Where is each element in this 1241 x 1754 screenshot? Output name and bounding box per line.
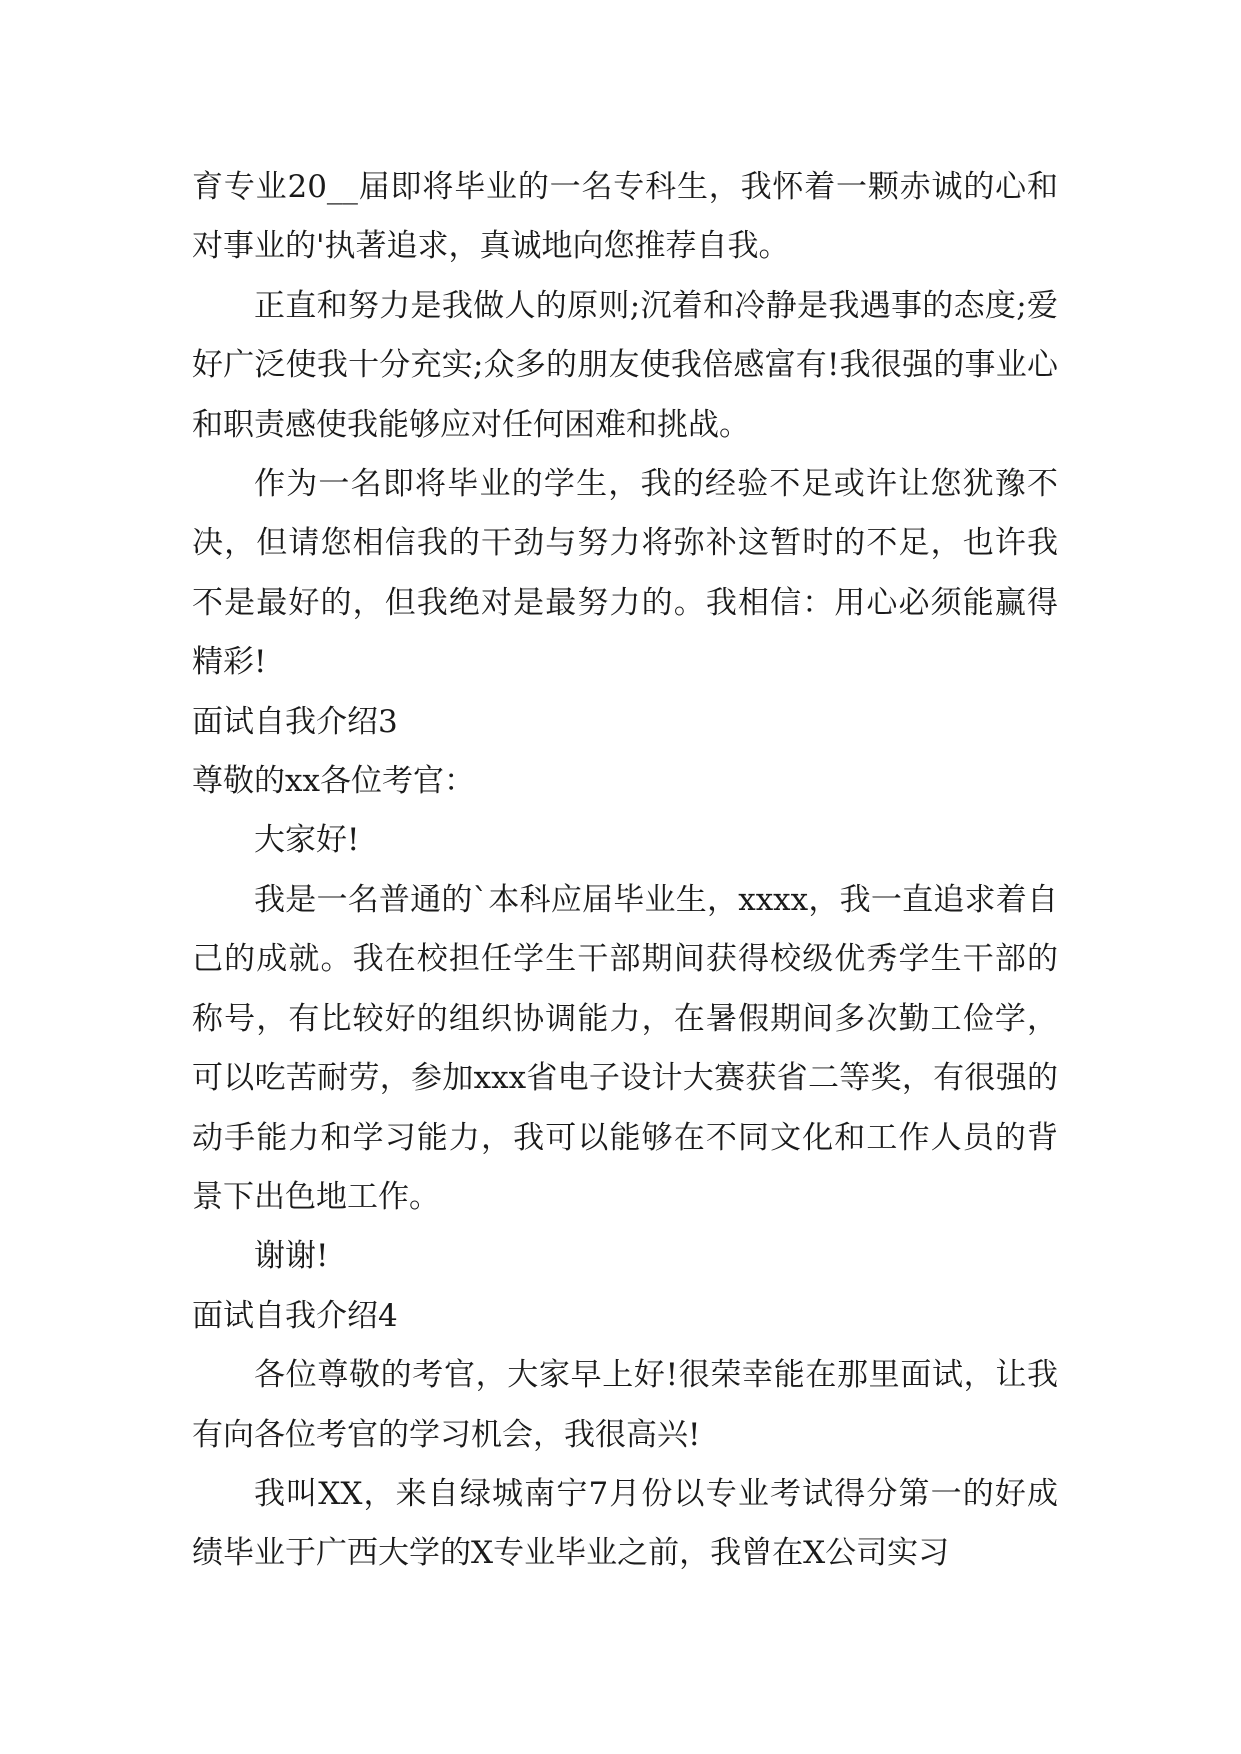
salutation: 尊敬的xx各位考官： (192, 763, 475, 800)
document-body (192, 158, 1058, 1584)
section-heading-4: 面试自我介绍4 (192, 1297, 398, 1334)
paragraph-intro-continuation: 育专业20__届即将毕业的一名专科生，我怀着一颗赤诚的心和对事业的'执著追求，真诚地向您推荐自我。 (192, 169, 1058, 265)
closing-thanks: 谢谢! (254, 1238, 329, 1275)
paragraph-effort: 作为一名即将毕业的学生，我的经验不足或许让您犹豫不决，但请您相信我的干劲与努力将弥补这暂时的不足，也许我不是最好的，但我绝对是最努力的。我相信：用心必须能赢得精彩! (192, 466, 1058, 681)
section-heading-3: 面试自我介绍3 (192, 703, 398, 740)
paragraph-self-intro-4: 我叫XX，来自绿城南宁7月份以专业考试得分第一的好成绩毕业于广西大学的X专业毕业之前，我曾在X公司实习 (192, 1475, 1058, 1572)
paragraph-principles: 正直和努力是我做人的原则;沉着和冷静是我遇事的态度;爱好广泛使我十分充实;众多的朋友使我倍感富有!我很强的事业心和职责感使我能够应对任何困难和挑战。 (192, 287, 1058, 443)
paragraph-greeting-4: 各位尊敬的考官，大家早上好!很荣幸能在那里面试，让我有向各位考官的学习机会，我很高兴! (192, 1357, 1058, 1453)
paragraph-self-intro-3: 我是一名普通的`本科应届毕业生，xxxx，我一直追求着自己的成就。我在校担任学生干部期间获得校级优秀学生干部的称号，有比较好的组织协调能力，在暑假期间多次勤工俭学，可以吃苦耐劳，参加xxx省电子设计大赛获省二等奖，有很强的动手能力和学习能力，我可以能够在不同文化和工作人员的背景下出色地工作。 (192, 881, 1058, 1215)
greeting: 大家好! (254, 822, 360, 859)
